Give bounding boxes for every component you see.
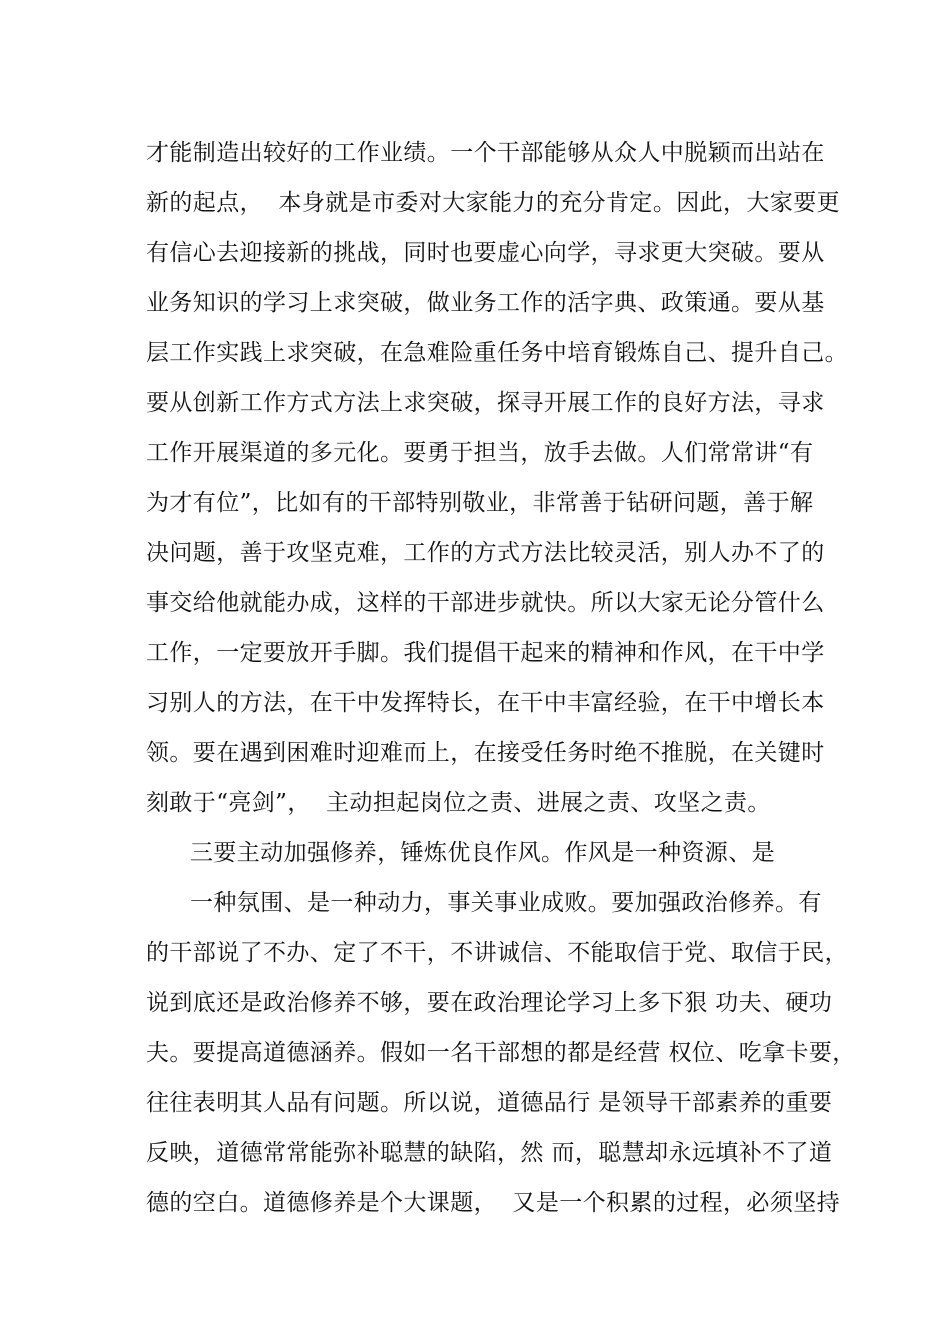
text-line: 的干部说了不办、定了不干，不讲诚信、不能取信于党、取信于民， — [146, 940, 848, 966]
text-line: 说到底还是政治修养不够，要在政治理论学习上多下狠 功夫、硬功 — [146, 990, 833, 1016]
text-line: 层工作实践上求突破，在急难险重任务中培育锻炼自己、提升自己。 — [146, 340, 848, 366]
text-line: 德的空白。道德修养是个大课题， 又是一个积累的过程，必须坚持 — [146, 1190, 841, 1216]
text-line: 工作，一定要放开手脚。我们提倡干起来的精神和作风，在干中学 — [146, 640, 825, 666]
text-line: 夫。要提高道德涵养。假如一名干部想的都是经营 权位、吃拿卡要， — [146, 1040, 856, 1066]
text-line: 新的起点， 本身就是市委对大家能力的充分肯定。因此，大家要更 — [146, 190, 841, 216]
text-line: 业务知识的学习上求突破，做业务工作的活字典、政策通。要从基 — [146, 290, 825, 316]
text-line: 事交给他就能办成，这样的干部进步就快。所以大家无论分管什么 — [146, 590, 825, 616]
text-line: 才能制造出较好的工作业绩。一个干部能够从众人中脱颖而出站在 — [146, 140, 825, 166]
text-line: 工作开展渠道的多元化。要勇于担当，放手去做。人们常常讲“有 — [146, 440, 814, 466]
text-line: 一种氛围、是一种动力，事关事业成败。要加强政治修养。有 — [190, 890, 822, 916]
text-line: 习别人的方法，在干中发挥特长，在干中丰富经验，在干中增长本 — [146, 690, 825, 716]
text-line: 领。要在遇到困难时迎难而上，在接受任务时绝不推脱，在关键时 — [146, 740, 825, 766]
text-line: 决问题，善于攻坚克难，工作的方式方法比较灵活，别人办不了的 — [146, 540, 825, 566]
text-line: 刻敢于“亮剑”， 主动担起岗位之责、进展之责、攻坚之责。 — [146, 790, 771, 816]
text-line: 要从创新工作方式方法上求突破，探寻开展工作的良好方法，寻求 — [146, 390, 825, 416]
text-line: 有信心去迎接新的挑战，同时也要虚心向学，寻求更大突破。要从 — [146, 240, 825, 266]
text-line: 往往表明其人品有问题。所以说，道德品行 是领导干部素养的重要 — [146, 1090, 833, 1116]
paragraph-heading-line: 三要主动加强修养，锤炼优良作风。作风是一种资源、是 — [190, 840, 775, 866]
text-line: 反映，道德常常能弥补聪慧的缺陷，然 而，聪慧却永远填补不了道 — [146, 1140, 833, 1166]
text-line: 为才有位”，比如有的干部特别敬业，非常善于钻研问题，善于解 — [146, 490, 814, 516]
